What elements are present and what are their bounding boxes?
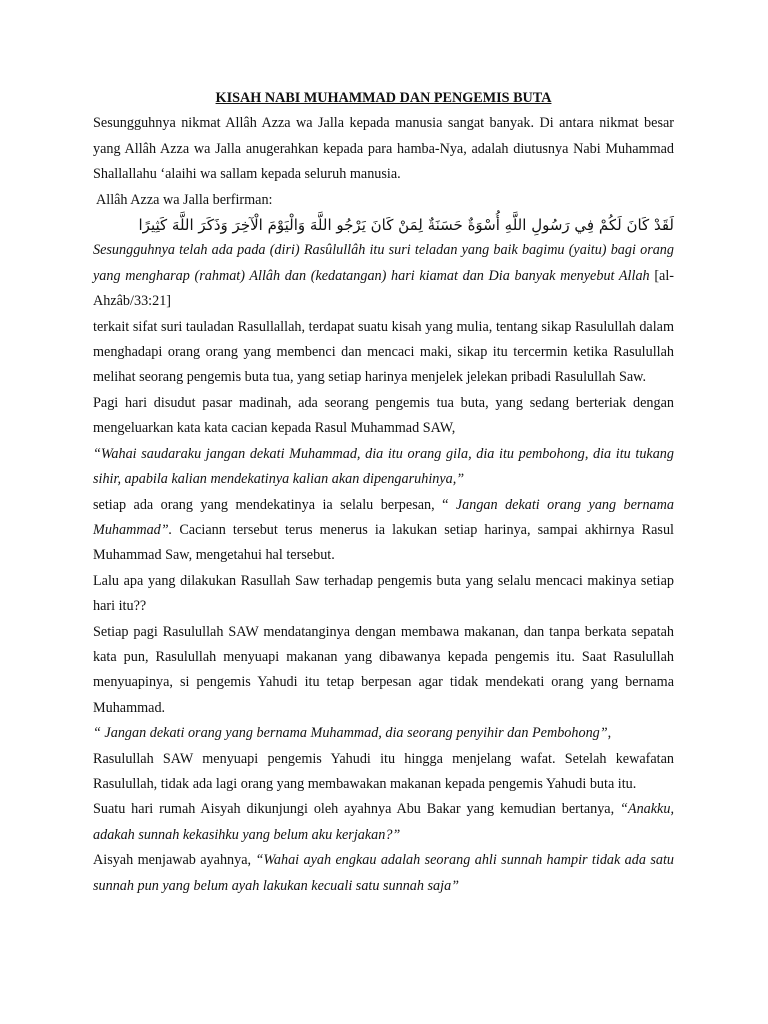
quote-pengemis-1-text: “Wahai saudaraku jangan dekati Muhammad, dia itu orang gila, dia itu pembohong, dia itu tukang sihir, apabila kalian mendekatinya kalian akan dipengaruhinya,” <box>93 445 674 488</box>
paragraph-question: Lalu apa yang dilakukan Rasullah Saw terhadap pengemis buta yang selalu mencaci makinya setiap hari itu?? <box>93 572 674 615</box>
paragraph-berpesan <box>93 493 674 569</box>
quote-pengemis-2 <box>93 721 674 746</box>
paragraph-pasar-madinah: Pagi hari disudut pasar madinah, ada seorang pengemis tua buta, yang sedang berteriak dengan mengeluarkan kata kata cacian kepada Rasul Muhammad SAW, <box>93 394 674 437</box>
quote-pengemis-2-text: “ Jangan dekati orang yang bernama Muhammad, dia seorang penyihir dan Pembohong” <box>93 725 608 742</box>
paragraph-intro: Sesungguhnya nikmat Allâh Azza wa Jalla kepada manusia sangat banyak. Di antara nikmat besar yang Allâh Azza wa Jalla anugerahkan kepada para hamba-Nya, adalah diutusnya Nabi Muhammad Shallallahu ‘alaihi wa sallam kepada seluruh manusia. <box>93 115 674 183</box>
paragraph-berpesan-quote: Jangan dekati orang yang bernama Muhammad”. <box>93 496 674 538</box>
paragraph-berpesan-start: setiap ada orang yang mendekatinya ia selalu berpesan, “ <box>93 496 449 513</box>
paragraph-setiap-pagi: Setiap pagi Rasulullah SAW mendatanginya dengan membawa makanan, dan tanpa berkata sepatah kata pun, Rasulullah menyuapi makanan yang dibawanya kepada pengemis itu. Saat Rasulullah menyuapinya, si pengemis Yahudi itu tetap berpesan agar tidak mendekati orang yang bernama Muhammad. <box>93 623 674 716</box>
paragraph-aisyah-start: Aisyah menjawab ayahnya, <box>93 852 256 869</box>
document-title: KISAH NABI MUHAMMAD DAN PENGEMIS BUTA <box>215 90 552 106</box>
arabic-verse: لَقَدْ كَانَ لَكُمْ فِي رَسُولِ اللَّهِ أُسْوَةٌ حَسَنَةٌ لِمَنْ كَانَ يَرْجُو اللَّهَ وَالْيَوْمَ الْآخِرَ وَذَكَرَ اللَّهَ كَثِيرًا <box>138 216 674 235</box>
paragraph-abu-bakar-quote: “Anakku, adakah sunnah kekasihku yang belum aku kerjakan?” <box>93 801 674 843</box>
paragraph-abu-bakar-start: Suatu hari rumah Aisyah dikunjungi oleh ayahnya Abu Bakar yang kemudian bertanya, <box>93 801 621 818</box>
paragraph-wafat: Rasulullah SAW menyuapi pengemis Yahudi itu hingga menjelang wafat. Setelah kewafatan Rasulullah, tidak ada lagi orang yang membawakan makanan kepada pengemis Yahudi buta itu. <box>93 750 674 792</box>
paragraph-suri-tauladan: terkait sifat suri tauladan Rasullallah, terdapat suatu kisah yang mulia, tentang sikap Rasulullah dalam menghadapi orang orang yang membenci dan mencaci maki, sikap itu tercermin ketika Rasulullah melihat seorang pengemis buta tua, yang setiap harinya menjelek jelekan pribadi Rasulullah Saw. <box>93 318 674 386</box>
paragraph-berpesan-end: Caciann tersebut terus menerus ia lakukan setiap harinya, sampai akhirnya Rasul Muhammad Saw, mengetahui hal tersebut. <box>93 521 674 564</box>
verse-reference: [al-Ahzâb/33:21] <box>93 267 675 310</box>
quote-pengemis-1 <box>93 442 674 493</box>
quote-pengemis-2-comma: , <box>607 725 612 742</box>
paragraph-aisyah-quote: “Wahai ayah engkau adalah seorang ahli sunnah hampir tidak ada satu sunnah pun yang belum ayah lakukan kecuali satu sunnah saja” <box>93 852 675 894</box>
paragraph-firman: Allâh Azza wa Jalla berfirman: <box>96 191 273 208</box>
document-page <box>93 86 674 899</box>
verse-translation-text: Sesungguhnya telah ada pada (diri) Rasûlullâh itu suri teladan yang baik bagimu (yaitu) bagi orang yang mengharap (rahmat) Allâh dan (kedatangan) hari kiamat dan Dia banyak menyebut Allah <box>93 242 674 284</box>
paragraph-aisyah <box>93 848 674 899</box>
paragraph-abu-bakar <box>93 797 674 848</box>
verse-translation <box>93 238 674 314</box>
